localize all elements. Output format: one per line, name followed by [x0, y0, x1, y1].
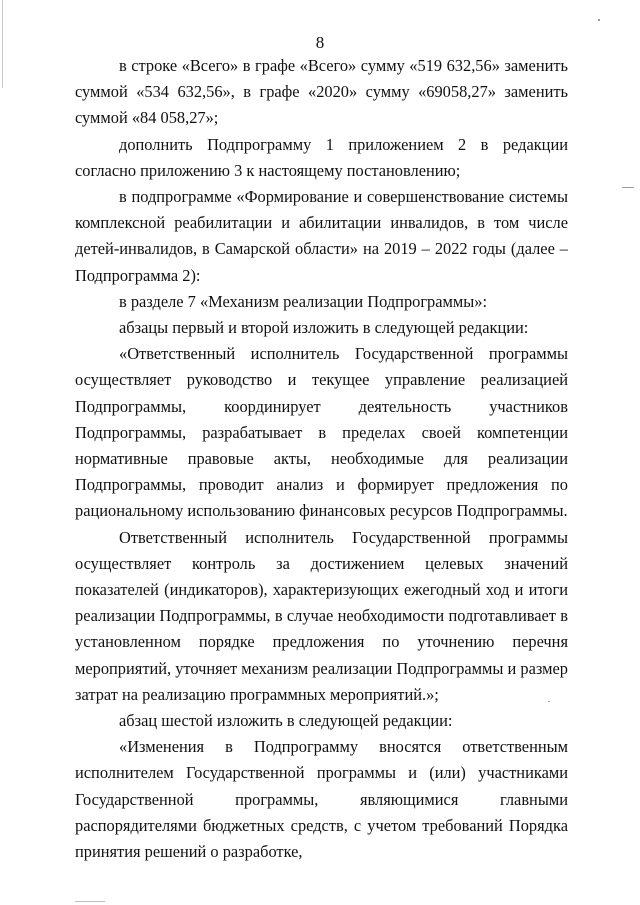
paragraph-sixth-clause: абзац шестой изложить в следующей редакции: — [119, 711, 453, 731]
paragraph-add-appendix: дополнить Подпрограмму 1 приложением 2 в редакции согласно приложению 3 к настоящему постановлению; — [75, 134, 568, 180]
page-number: 8 — [315, 33, 325, 52]
scan-speck — [598, 19, 600, 21]
paragraph-section-7: в разделе 7 «Механизм реализации Подпрограммы»: — [119, 291, 488, 311]
paragraph-executor-control: Ответственный исполнитель Государственной программы осуществляет контроль за достижением целевых значений показателей (индикаторов), характеризующих ежегодный ход и итоги реализации Подпрограммы, в случае необходимости подготавливает в установленном порядке предложения по уточнению перечня мероприятий, уточняет механизм реализации Подпрограммы и размер затрат на реализацию программных мероприятий.»; — [75, 527, 568, 704]
document-body — [75, 53, 568, 865]
paragraph-total-amount: в строке «Всего» в графе «Всего» сумму «519 632,56» заменить суммой «534 632,56», в графе «2020» сумму «69058,27» заменить суммой «84 058,27»; — [75, 56, 568, 128]
scan-bottom-mark — [75, 901, 105, 902]
paragraph-subprogram-2: в подпрограмме «Формирование и совершенствование системы комплексной реабилитации и абилитации инвалидов, в том числе детей-инвалидов, в Самарской области» на 2019 – 2022 годы (далее – Подпрограмма 2): — [75, 187, 568, 285]
scan-margin-dash — [622, 187, 634, 188]
paragraph-executor-management: «Ответственный исполнитель Государственной программы осуществляет руководство и текущее управление реализацией Подпрограммы, координирует деятельность участников Подпрограммы, разрабатывает в пределах своей компетенции нормативные правовые акты, необходимые для реализации Подпрограммы, проводит анализ и формирует предложения по рациональному использованию финансовых ресурсов Подпрограммы. — [75, 344, 568, 521]
paragraph-first-second-clauses: абзацы первый и второй изложить в следующей редакции: — [119, 318, 529, 338]
paragraph-changes: «Изменения в Подпрограмму вносятся ответственным исполнителем Государственной программы и (или) участниками Государственной программы, являющимися главными распорядителями бюджетных средств, с учетом требований Порядка принятия решений о разработке, — [75, 737, 568, 862]
